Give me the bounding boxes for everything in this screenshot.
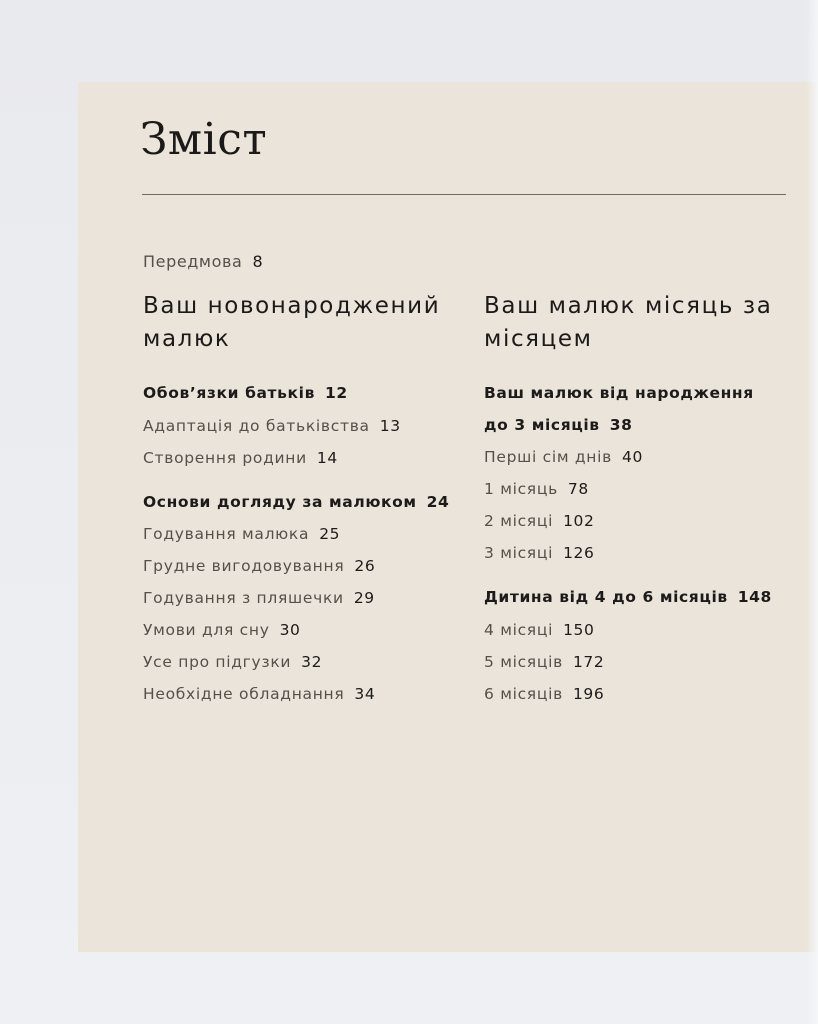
- toc-label: Передмова: [143, 252, 243, 271]
- toc-section-heading: Ваш малюк від народження: [484, 384, 754, 402]
- toc-entry: 6 місяців 196: [484, 684, 605, 703]
- toc-section-heading: Основи догляду за малюком 24: [143, 492, 450, 511]
- toc-entry: Усе про підгузки 32: [143, 653, 323, 671]
- toc-column-right: [484, 290, 814, 710]
- toc-entry: Грудне вигодовування 26: [143, 557, 376, 575]
- toc-section-heading: Дитина від 4 до 6 місяців 148: [484, 588, 772, 606]
- toc-entry: Необхідне обладнання 34: [143, 685, 376, 703]
- toc-section-heading-continued: до 3 місяців 38: [484, 415, 633, 434]
- toc-entry: Умови для сну 30: [143, 621, 301, 639]
- page-title: Зміст: [140, 114, 268, 165]
- toc-entry: 2 місяці 102: [484, 512, 595, 530]
- toc-entry: 3 місяці 126: [484, 544, 595, 562]
- part-title-right: Ваш малюк місяць за місяцем: [484, 293, 773, 352]
- toc-entry: Адаптація до батьківства 13: [143, 416, 401, 435]
- toc-entry: 5 місяців 172: [484, 652, 605, 671]
- toc-column-left: [143, 290, 473, 710]
- toc-entry: 1 місяць 78: [484, 480, 589, 498]
- book-page: [78, 82, 818, 952]
- toc-entry: Перші сім днів 40: [484, 448, 643, 466]
- toc-page-number: 8: [252, 252, 264, 271]
- toc-entry: Створення родини 14: [143, 448, 338, 467]
- toc-entry: Годування малюка 25: [143, 525, 341, 543]
- page-edge: [806, 0, 818, 1024]
- toc-entry-preface: [143, 252, 263, 271]
- toc-section-heading: Обов’язки батьків 12: [143, 384, 348, 402]
- toc-entry: 4 місяці 150: [484, 620, 595, 639]
- title-divider: [142, 194, 786, 195]
- part-title-left: Ваш новонароджений малюк: [143, 293, 441, 352]
- toc-entry: Годування з пляшечки 29: [143, 589, 375, 607]
